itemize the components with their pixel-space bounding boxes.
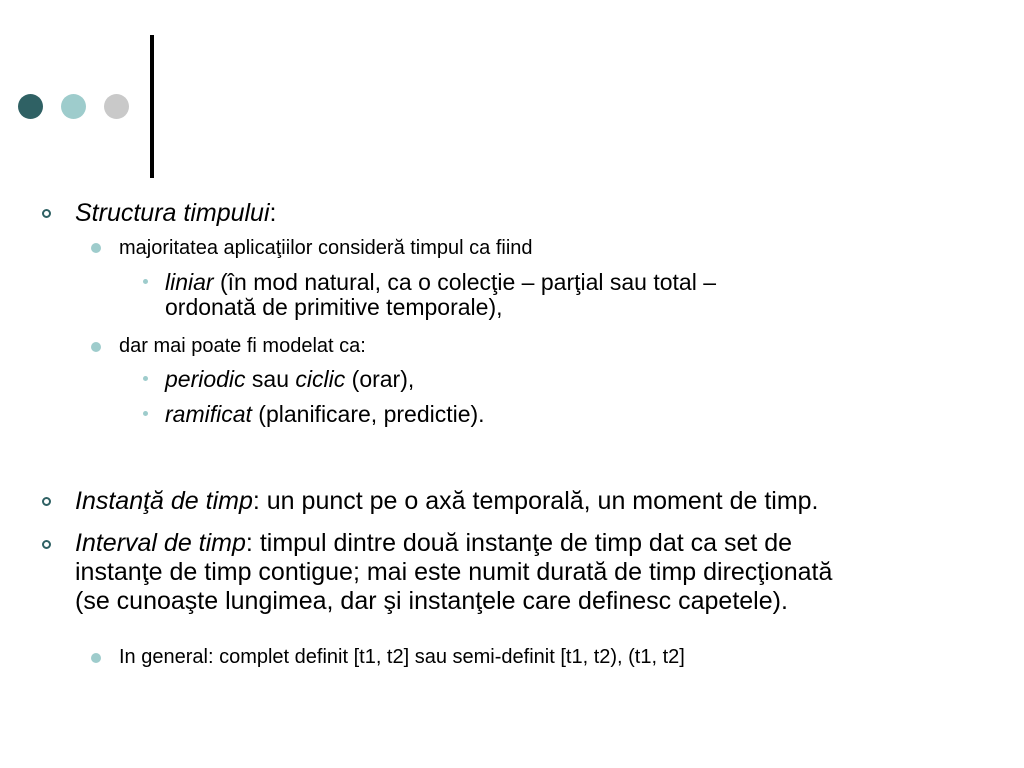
- bullet-level2: [91, 342, 101, 352]
- bullet-level1: [42, 497, 51, 506]
- bullet-interval-de-timp: [75, 529, 995, 616]
- term-interval-de-timp: Interval de timp: [75, 529, 246, 557]
- term-periodic: periodic: [165, 366, 246, 392]
- bullet-level3: [143, 376, 148, 381]
- bullet-ramificat: [165, 402, 995, 427]
- text-fragment: sau: [245, 366, 296, 392]
- bullet-level2: [91, 653, 101, 663]
- bullet-level1: [42, 209, 51, 218]
- term-structura-timpului: Structura timpului: [75, 199, 270, 227]
- bullet-dar-mai-poate: [119, 333, 999, 359]
- bullet-level1: [42, 540, 51, 549]
- bullet-structura-timpului: [75, 198, 995, 228]
- text-fragment: : un punct pe o axă temporală, un moment de timp.: [252, 487, 819, 515]
- text-fragment: (în mod natural, ca o colecţie – parţial sau total –: [213, 269, 717, 295]
- text-fragment: majoritatea aplicaţiilor consideră timpul ca fiind: [119, 237, 533, 259]
- bullet-in-general: [119, 644, 999, 670]
- bullet-level3: [143, 279, 148, 284]
- bullet-liniar: [165, 270, 995, 320]
- text-fragment: instanţe de timp contigue; mai este numit durată de timp direcţionată: [75, 558, 833, 586]
- term-ciclic: ciclic: [295, 366, 346, 392]
- text-fragment: ordonată de primitive temporale),: [165, 294, 503, 320]
- text-fragment: dar mai poate fi modelat ca:: [119, 335, 366, 357]
- bullet-majoritatea: [119, 235, 999, 261]
- text-fragment: (planificare, predictie).: [251, 401, 485, 427]
- term-ramificat: ramificat: [165, 401, 252, 427]
- bullet-level3: [143, 411, 148, 416]
- text-fragment: :: [269, 199, 277, 227]
- text-fragment: : timpul dintre două instanţe de timp dat ca set de: [245, 529, 793, 557]
- bullet-level2: [91, 243, 101, 253]
- bullet-periodic: [165, 367, 995, 392]
- bullet-instanta-de-timp: [75, 486, 995, 516]
- text-fragment: In general: complet definit [t1, t2] sau semi-definit [t1, t2), (t1, t2]: [119, 646, 685, 668]
- term-instanta-de-timp: Instanţă de timp: [75, 487, 253, 515]
- term-liniar: liniar: [165, 269, 214, 295]
- text-fragment: (orar),: [345, 366, 415, 392]
- text-fragment: (se cunoaşte lungimea, dar şi instanţele care definesc capetele).: [75, 587, 788, 615]
